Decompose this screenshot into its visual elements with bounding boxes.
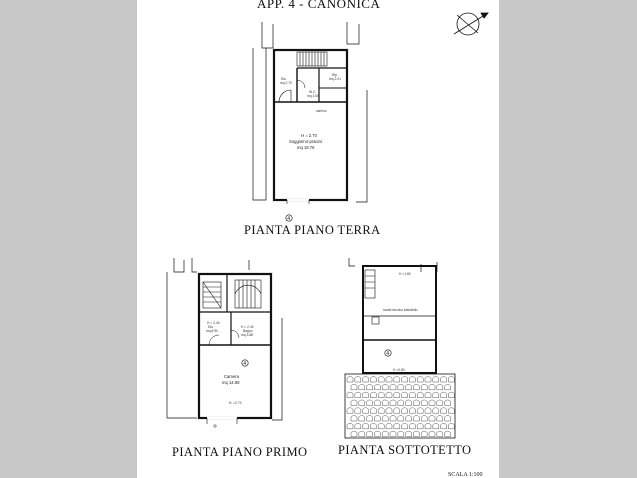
roof-tile [359,416,365,422]
svg-text:H. =2.70: H. =2.70 [229,401,242,405]
first-floor-plan [167,258,282,427]
roof-tile [445,416,451,422]
roof-tile [370,392,376,398]
roof-tile [347,408,353,414]
roof-tile [386,408,392,414]
roof-tile [429,384,435,390]
svg-text:mq 2.70: mq 2.70 [280,81,292,85]
roof-tile [363,392,369,398]
first-floor-marker [242,360,248,367]
ground-floor-title: PIANTA PIANO TERRA [244,223,381,237]
roof-tile [433,377,439,383]
roof-tile [437,400,443,406]
svg-text:mq 3.06: mq 3.06 [307,94,319,98]
roof-tile [355,423,361,429]
roof-tile [448,408,454,414]
roof-tile [445,431,451,437]
attic-title: PIANTA SOTTOTETTO [338,443,472,457]
roof-tile [409,377,415,383]
svg-text:camino: camino [316,109,327,113]
roof-tile [413,384,419,390]
roof-tile [402,377,408,383]
roof-tile [390,400,396,406]
roof-tile [382,416,388,422]
roof-tile [394,377,400,383]
roof-tile [390,416,396,422]
roof-tile [417,392,423,398]
roof-tile [398,416,404,422]
roof-tile [406,400,412,406]
svg-text:4: 4 [287,216,291,222]
roof-tile [386,392,392,398]
roof-tile [359,384,365,390]
roof-tile [425,377,431,383]
roof-tile [406,384,412,390]
roof-tile [359,400,365,406]
svg-text:locale tecnico sottotetto: locale tecnico sottotetto [383,308,418,312]
roof-tile [417,408,423,414]
first-floor-title: PIANTA PIANO PRIMO [172,445,308,459]
roof-tile [437,431,443,437]
roof-tile [351,400,357,406]
attic-marker [385,350,391,357]
roof-tile [402,408,408,414]
ground-floor-marker [286,215,292,222]
roof-tile [390,431,396,437]
roof-tile [406,416,412,422]
attic-roof-tiles [345,374,455,438]
roof-tile [390,384,396,390]
roof-tile [445,384,451,390]
svg-text:H =1.80: H =1.80 [399,272,411,276]
ground-floor-plan [253,22,367,204]
roof-tile [394,408,400,414]
roof-tile [347,377,353,383]
roof-tile [421,416,427,422]
roof-tile [429,431,435,437]
roof-tile [398,400,404,406]
roof-tile [378,392,384,398]
svg-text:mq 14.69: mq 14.69 [222,380,240,385]
roof-tile [448,423,454,429]
roof-tile [398,384,404,390]
plans-canvas [137,0,499,478]
roof-tile [386,377,392,383]
first-floor-labels [206,321,254,405]
attic-plan [349,258,437,373]
svg-text:Dis.: Dis. [208,325,214,329]
svg-text:Dis.: Dis. [281,77,287,81]
svg-text:H = 2.70: H = 2.70 [301,133,317,138]
roof-tile [448,377,454,383]
roof-tile [351,384,357,390]
svg-text:W.C.: W.C. [309,90,317,94]
roof-tile [413,431,419,437]
roof-tile [351,431,357,437]
roof-tile [382,431,388,437]
svg-text:Rip.: Rip. [332,73,338,77]
svg-text:mq 2.01: mq 2.01 [329,77,341,81]
roof-tile [378,377,384,383]
ground-floor-labels [280,73,341,150]
svg-text:H = 2.40: H = 2.40 [241,325,254,329]
svg-text:mq 19.76: mq 19.76 [297,145,315,150]
roof-tile [394,392,400,398]
roof-tile [448,392,454,398]
roof-tile [355,408,361,414]
roof-tile [409,423,415,429]
roof-tile [402,392,408,398]
roof-tile [382,384,388,390]
roof-tile [382,400,388,406]
roof-tile [367,400,373,406]
roof-tile [413,416,419,422]
roof-tile [363,423,369,429]
svg-text:4: 4 [243,361,247,367]
roof-tile [370,377,376,383]
roof-tile [433,392,439,398]
roof-tile [429,400,435,406]
roof-tile [445,400,451,406]
roof-tile [421,384,427,390]
roof-tile [402,423,408,429]
roof-tile [347,392,353,398]
roof-tile [433,408,439,414]
roof-tile [441,392,447,398]
roof-tile [421,400,427,406]
svg-text:Bagno: Bagno [243,329,253,333]
drawing-title: APP. 4 - CANONICA [257,0,381,11]
roof-tile [374,431,380,437]
svg-text:H = 2.40: H = 2.40 [207,321,220,325]
roof-tile [406,431,412,437]
roof-tile [409,408,415,414]
roof-tile [355,377,361,383]
attic-labels [383,272,418,372]
roof-tile [355,392,361,398]
roof-tile [386,423,392,429]
roof-tile [433,423,439,429]
roof-tile [417,423,423,429]
roof-tile [413,400,419,406]
roof-tile [367,431,373,437]
roof-tile [367,384,373,390]
roof-tile [437,384,443,390]
roof-tile [378,423,384,429]
roof-tile [441,377,447,383]
roof-tile [367,416,373,422]
scale-note: SCALA 1:100 [448,472,483,478]
roof-tile [441,408,447,414]
svg-text:Soggiorno-pranzo: Soggiorno-pranzo [289,139,323,144]
roof-tile [347,423,353,429]
roof-tile [370,423,376,429]
svg-text:mq 8.90: mq 8.90 [206,329,218,333]
roof-tile [378,408,384,414]
roof-tile [374,384,380,390]
roof-tile [437,416,443,422]
roof-tile [370,408,376,414]
roof-tile [429,416,435,422]
svg-text:4: 4 [386,351,390,357]
roof-tile [441,423,447,429]
roof-tile [363,408,369,414]
north-arrow-icon [454,13,488,35]
svg-text:mq 3.88: mq 3.88 [241,333,253,337]
roof-tile [409,392,415,398]
svg-text:Camera: Camera [224,374,239,379]
roof-tile [398,431,404,437]
roof-tile [374,416,380,422]
roof-tile [421,431,427,437]
roof-tile [425,408,431,414]
roof-tile [363,377,369,383]
svg-text:H =0.80: H =0.80 [393,368,405,372]
roof-tile [394,423,400,429]
roof-tile [351,416,357,422]
drawing-sheet [137,0,499,478]
roof-tile [425,392,431,398]
roof-tile [374,400,380,406]
roof-tile [417,377,423,383]
roof-tile [359,431,365,437]
roof-tile [425,423,431,429]
